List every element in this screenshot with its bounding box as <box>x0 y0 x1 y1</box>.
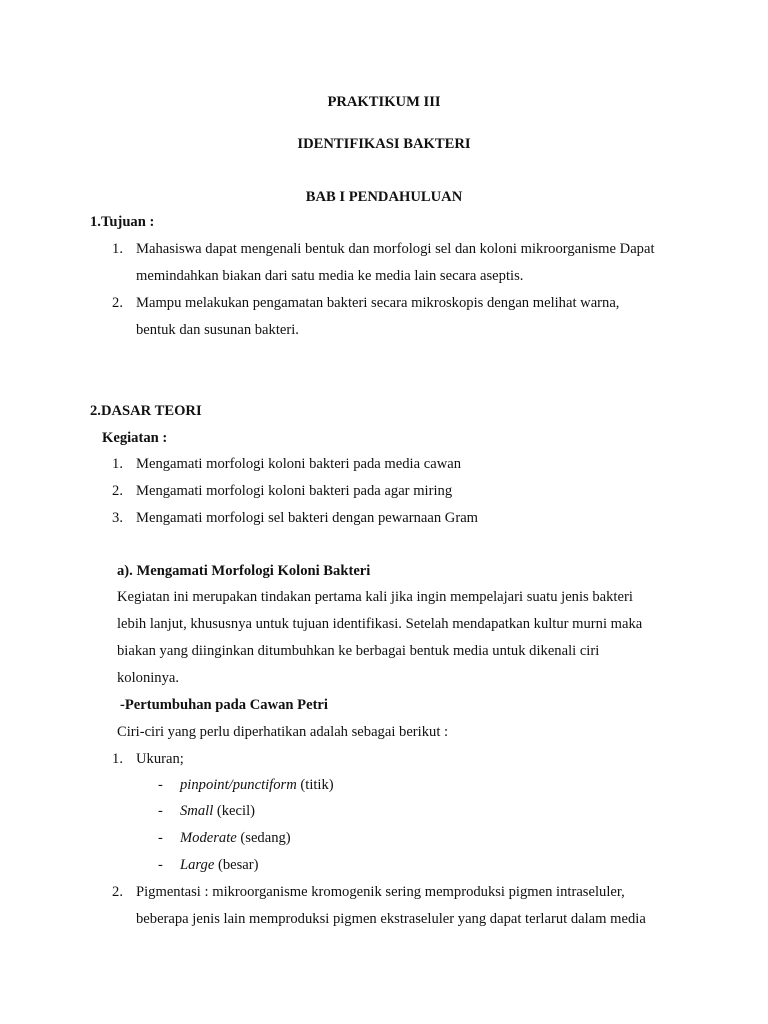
section-a-paragraph-line-2: lebih lanjut, khususnya untuk tujuan identifikasi. Setelah mendapatkan kultur murni maka <box>117 616 643 632</box>
kegiatan-item-3-number: 3. <box>112 510 123 526</box>
tujuan-item-2-number: 2. <box>112 295 123 311</box>
section-a-paragraph-line-1: Kegiatan ini merupakan tindakan pertama kali jika ingin mempelajari suatu jenis bakteri <box>117 589 633 605</box>
pigmentasi-line-1: Pigmentasi : mikroorganisme kromogenik sering memproduksi pigmen intraseluler, <box>136 884 625 900</box>
kegiatan-item-2: Mengamati morfologi koloni bakteri pada agar miring <box>136 483 453 499</box>
kegiatan-item-2-number: 2. <box>112 483 123 499</box>
ukuran-bullet-2-desc: (kecil) <box>213 803 255 819</box>
ukuran-bullet-2-dash: - <box>158 803 163 819</box>
ciri-ciri-intro: Ciri-ciri yang perlu diperhatikan adalah sebagai berikut : <box>117 724 449 740</box>
dasar-teori-heading: 2.DASAR TEORI <box>90 403 202 419</box>
kegiatan-label: Kegiatan : <box>102 430 168 446</box>
tujuan-heading: 1.Tujuan : <box>90 214 155 230</box>
section-a-paragraph-line-3: biakan yang diinginkan ditumbuhkan ke berbagai bentuk media untuk dikenali ciri <box>117 643 600 659</box>
ukuran-bullet-3-dash: - <box>158 830 163 846</box>
kegiatan-item-3: Mengamati morfologi sel bakteri dengan pewarnaan Gram <box>136 510 479 526</box>
ukuran-bullet-4-dash: - <box>158 857 163 873</box>
ukuran-bullet-1-term: pinpoint/punctiform <box>180 777 297 793</box>
ukuran-bullet-2-term: Small <box>180 803 214 819</box>
ukuran-bullet-4-desc: (besar) <box>214 857 259 873</box>
ukuran-bullet-1-dash: - <box>158 777 163 793</box>
ukuran-bullet-2 <box>180 802 255 820</box>
section-a-paragraph-line-4: koloninya. <box>117 670 180 686</box>
pigmentasi-number: 2. <box>112 884 123 900</box>
tujuan-item-2-line-2: bentuk dan susunan bakteri. <box>136 322 299 338</box>
ukuran-bullet-3-desc: (sedang) <box>236 830 291 846</box>
ukuran-bullet-4 <box>180 856 259 874</box>
tujuan-item-2-line-1: Mampu melakukan pengamatan bakteri secara mikroskopis dengan melihat warna, <box>136 295 620 311</box>
ukuran-bullet-3-term: Moderate <box>180 830 237 846</box>
ukuran-bullet-1-desc: (titik) <box>296 777 334 793</box>
ukuran-bullet-4-term: Large <box>180 857 215 873</box>
ukuran-number: 1. <box>112 751 123 767</box>
kegiatan-item-1: Mengamati morfologi koloni bakteri pada media cawan <box>136 456 462 472</box>
kegiatan-item-1-number: 1. <box>112 456 123 472</box>
ukuran-label: Ukuran; <box>136 751 184 767</box>
tujuan-item-1-line-1: Mahasiswa dapat mengenali bentuk dan morfologi sel dan koloni mikroorganisme Dapat <box>136 241 655 257</box>
pigmentasi-line-2: beberapa jenis lain memproduksi pigmen ekstraseluler yang dapat terlarut dalam media <box>136 911 646 927</box>
document-subtitle: IDENTIFIKASI BAKTERI <box>297 136 471 152</box>
tujuan-item-1-line-2: memindahkan biakan dari satu media ke media lain secara aseptis. <box>136 268 524 284</box>
chapter-heading: BAB I PENDAHULUAN <box>305 189 463 205</box>
ukuran-bullet-3 <box>180 829 291 847</box>
tujuan-item-1-number: 1. <box>112 241 123 257</box>
pertumbuhan-sub-heading: -Pertumbuhan pada Cawan Petri <box>120 697 328 713</box>
document-title: PRAKTIKUM III <box>327 94 441 110</box>
section-a-heading: a). Mengamati Morfologi Koloni Bakteri <box>117 563 371 579</box>
ukuran-bullet-1 <box>180 776 334 794</box>
